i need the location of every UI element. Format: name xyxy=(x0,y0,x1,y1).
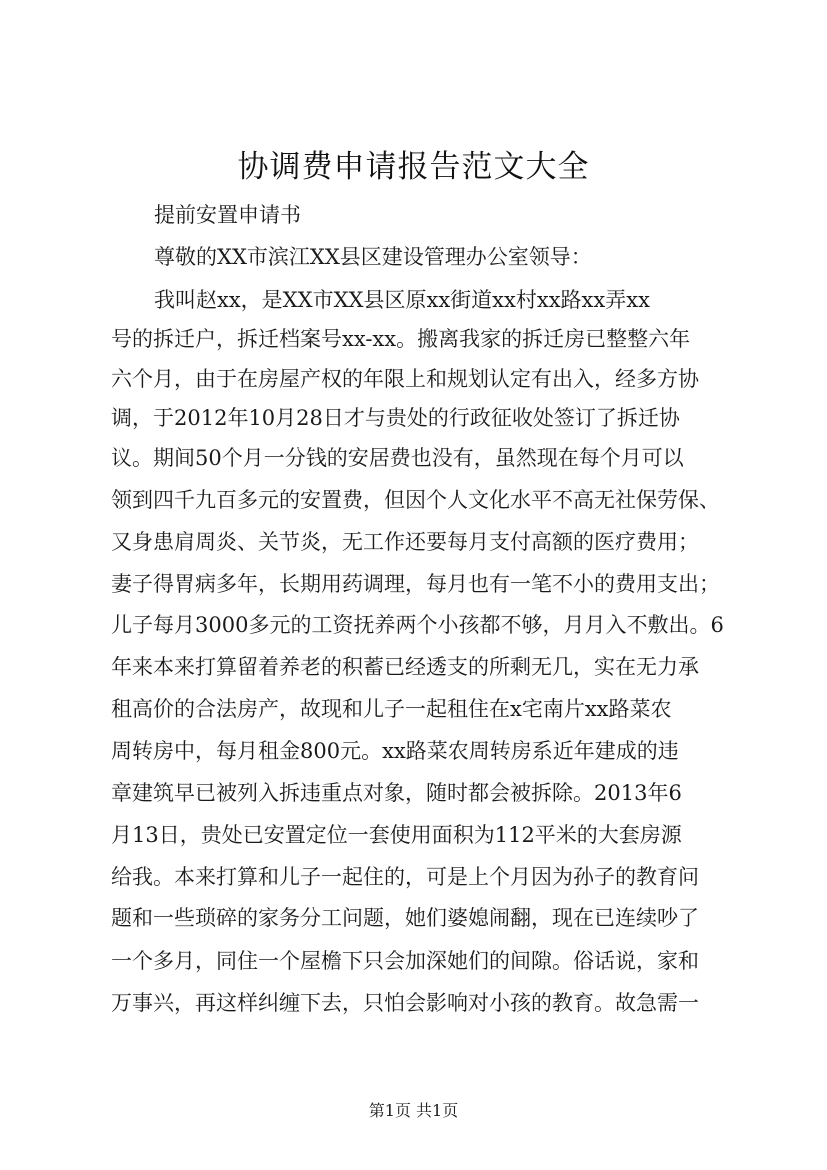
body-line: 给我。本来打算和儿子一起住的，可是上个月因为孙子的教育问 xyxy=(111,865,699,889)
body-line: 号的拆迁户，拆迁档案号xx-xx。搬离我家的拆迁房已整整六年 xyxy=(111,327,691,351)
body-line: 章建筑早已被列入拆违重点对象，随时都会被拆除。2013年6 xyxy=(111,781,682,805)
body-line: 一个多月，同住一个屋檐下只会加深她们的间隙。俗话说，家和 xyxy=(111,949,699,973)
document-subtitle: 提前安置申请书 xyxy=(154,203,301,227)
document-title: 协调费申请报告范文大全 xyxy=(237,149,590,185)
body-line: 又身患肩周炎、关节炎，无工作还要每月支付高额的医疗费用； xyxy=(111,530,699,554)
body-line: 儿子每月3000多元的工资抚养两个小孩都不够，月月入不敷出。6 xyxy=(111,613,724,637)
salutation: 尊敬的XX市滨江XX县区建设管理办公室领导： xyxy=(154,245,592,269)
body-line: 我叫赵xx，是XX市XX县区原xx街道xx村xx路xx弄xx xyxy=(154,288,650,312)
body-line: 租高价的合法房产，故现和儿子一起租住在x宅南片xx路菜农 xyxy=(111,697,672,721)
body-line: 万事兴，再这样纠缠下去，只怕会影响对小孩的教育。故急需一 xyxy=(111,991,699,1015)
body-line: 月13日，贵处已安置定位一套使用面积为112平米的大套房源 xyxy=(111,823,682,847)
body-line: 妻子得胃病多年，长期用药调理，每月也有一笔不小的费用支出； xyxy=(111,572,720,596)
body-line: 六个月，由于在房屋产权的年限上和规划认定有出入，经多方协 xyxy=(111,367,699,391)
body-line: 领到四千九百多元的安置费，但因个人文化水平不高无社保劳保、 xyxy=(111,488,720,512)
page-number-footer: 第1页 共1页 xyxy=(368,1101,459,1120)
body-line: 议。期间50个月一分钱的安居费也没有，虽然现在每个月可以 xyxy=(111,446,684,470)
body-line: 周转房中，每月租金800元。xx路菜农周转房系近年建成的违 xyxy=(111,739,679,763)
body-line: 年来本来打算留着养老的积蓄已经透支的所剩无几，实在无力承 xyxy=(111,655,699,679)
body-line: 调，于2012年10月28日才与贵处的行政征收处签订了拆迁协 xyxy=(111,406,680,430)
body-line: 题和一些琐碎的家务分工问题，她们婆媳闹翻，现在已连续吵了 xyxy=(111,906,699,930)
